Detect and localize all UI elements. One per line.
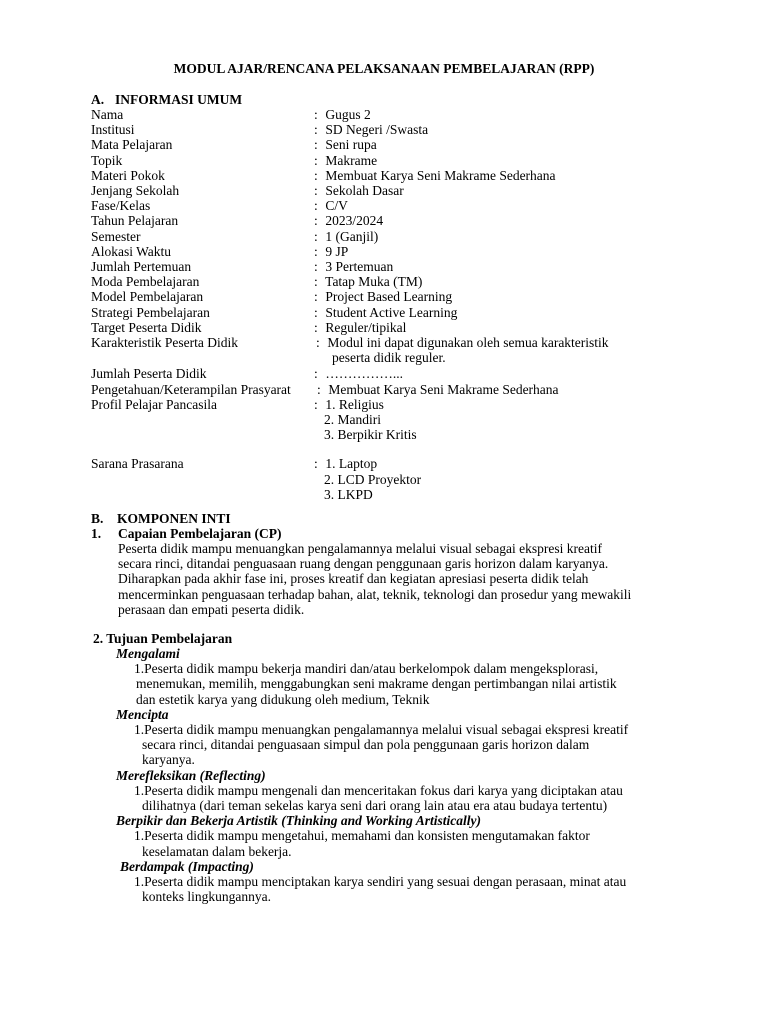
document-title: MODUL AJAR/RENCANA PELAKSANAAN PEMBELAJARAN (RPP) xyxy=(173,61,595,76)
info-value: Makrame xyxy=(325,152,378,168)
info-row: Strategi Pembelajaran : Student Active Learning xyxy=(91,304,458,320)
info-label: Tahun Pelajaran xyxy=(91,213,179,229)
info-row: Topik : Makrame xyxy=(91,152,378,168)
info-value-continued: peserta didik reguler. xyxy=(332,350,446,366)
info-label: Jenjang Sekolah xyxy=(91,183,180,199)
info-row: Semester : 1 (Ganjil) xyxy=(91,228,379,244)
tujuan-group xyxy=(116,813,716,859)
info-value: Student Active Learning xyxy=(325,304,458,320)
info-row: Tahun Pelajaran : 2023/2024 xyxy=(91,213,384,229)
info-label: Target Peserta Didik xyxy=(91,319,202,335)
paragraph-line: secara rinci, ditandai penguasaan ruang dengan penggunaan garis horizon dalam karyanya. xyxy=(118,556,609,572)
tujuan-group-title: Mengalami xyxy=(116,646,180,661)
info-row: Fase/Kelas : C/V xyxy=(91,198,348,214)
cp-number: 1. xyxy=(91,526,102,541)
info-value: 2023/2024 xyxy=(325,213,384,229)
info-row: Target Peserta Didik : Reguler/tipikal xyxy=(91,319,407,335)
info-row: Nama : Gugus 2 xyxy=(91,107,371,122)
info-row-profil: Profil Pelajar Pancasila : 1. Religius 2. Mandiri 3. Berpikir Kritis xyxy=(91,397,691,443)
paragraph-line: Peserta didik mampu menuangkan pengalamannya melalui visual sebagai ekspresi kreatif xyxy=(118,541,602,556)
info-row-sarana: Sarana Prasarana : 1. Laptop 2. LCD Proyektor 3. LKPD xyxy=(91,456,691,502)
info-value-item: 3. Berpikir Kritis xyxy=(324,427,417,443)
info-row: Model Pembelajaran : Project Based Learning xyxy=(91,289,453,305)
section-a-heading xyxy=(91,92,242,107)
info-label: Jumlah Peserta Didik xyxy=(91,366,207,382)
tujuan-heading: 2. Tujuan Pembelajaran xyxy=(93,631,233,646)
tujuan-item-continued: dilihatnya (dari teman sekelas karya seni dari orang lain atau era atau budaya tertentu) xyxy=(142,798,608,814)
tujuan-item-continued: secara rinci, ditandai penguasaan simpul dan pola penggunaan garis horizon dalam xyxy=(142,737,590,753)
info-row: Alokasi Waktu : 9 JP xyxy=(91,243,349,259)
tujuan-item: 1.Peserta didik mampu mengenali dan menceritakan fokus dari karya yang diciptakan atau xyxy=(134,782,623,798)
info-value: 9 JP xyxy=(325,243,349,259)
info-row: Jenjang Sekolah : Sekolah Dasar xyxy=(91,183,404,199)
info-row: Institusi : SD Negeri /Swasta xyxy=(91,122,429,138)
info-value: 3 Pertemuan xyxy=(325,259,394,275)
info-value: 1. Religius xyxy=(325,396,384,412)
info-value: ……………... xyxy=(325,366,403,382)
info-table xyxy=(91,107,691,502)
info-row: Moda Pembelajaran : Tatap Muka (TM) xyxy=(91,274,423,290)
info-value: Seni rupa xyxy=(325,137,377,153)
info-value: 1 (Ganjil) xyxy=(325,228,379,244)
info-label: Jumlah Pertemuan xyxy=(91,259,192,275)
tujuan-item: 1.Peserta didik mampu mengetahui, memahami dan konsisten mengutamakan faktor xyxy=(134,828,590,844)
tujuan-item-continued: konteks lingkungannya. xyxy=(142,889,271,905)
info-label: Topik xyxy=(91,152,123,168)
info-row: Materi Pokok : Membuat Karya Seni Makrame Sederhana xyxy=(91,167,556,183)
tujuan-item-continued: keselamatan dalam bekerja. xyxy=(142,843,292,859)
tujuan-item: 1.Peserta didik mampu menciptakan karya sendiri yang sesuai dengan perasaan, minat atau xyxy=(134,874,627,890)
info-row-prasyarat: Pengetahuan/Keterampilan Prasyarat : Membuat Karya Seni Makrame Sederhana xyxy=(91,381,559,397)
tujuan-group xyxy=(116,768,716,814)
cp-heading xyxy=(91,526,281,541)
tujuan-group-title: Mencipta xyxy=(116,706,169,722)
info-value-item: 3. LKPD xyxy=(324,486,373,502)
paragraph-line: Diharapkan pada akhir fase ini, proses kreatif dan kegiatan apresiasi peserta didik telah xyxy=(118,571,589,587)
info-label: Alokasi Waktu xyxy=(91,243,172,259)
info-value: Tatap Muka (TM) xyxy=(325,274,423,290)
info-label: Strategi Pembelajaran xyxy=(91,304,210,320)
info-label: Institusi xyxy=(91,122,135,138)
info-value: Membuat Karya Seni Makrame Sederhana xyxy=(325,167,556,183)
info-label: Model Pembelajaran xyxy=(91,289,204,305)
tujuan-group-title: Merefleksikan (Reflecting) xyxy=(116,767,266,783)
info-value: SD Negeri /Swasta xyxy=(325,122,429,138)
info-label: Nama xyxy=(91,107,124,122)
info-label: Mata Pelajaran xyxy=(91,137,173,153)
tujuan-item-continued: karyanya. xyxy=(142,752,195,768)
info-value: Modul ini dapat digunakan oleh semua karakteristik xyxy=(327,335,609,351)
section-b-number: B. xyxy=(91,511,104,526)
info-label: Moda Pembelajaran xyxy=(91,274,200,290)
tujuan-item-continued: dan estetik karya yang didukung oleh medium, Teknik xyxy=(136,691,430,707)
info-row-karakteristik: Karakteristik Peserta Didik : Modul ini dapat digunakan oleh semua karakteristik peserta didik reguler. xyxy=(91,335,691,365)
tujuan-group-title: Berpikir dan Bekerja Artistik (Thinking and Working Artistically) xyxy=(116,813,481,829)
section-b-title: KOMPONEN INTI xyxy=(117,511,231,526)
info-label: Karakteristik Peserta Didik xyxy=(91,335,238,351)
tujuan-item: 1.Peserta didik mampu menuangkan pengalamannya melalui visual sebagai ekspresi kreatif xyxy=(134,722,629,738)
paragraph-line: perasaan dan empati peserta didik. xyxy=(118,601,305,617)
info-value: Membuat Karya Seni Makrame Sederhana xyxy=(328,381,559,397)
info-value: 1. Laptop xyxy=(325,456,378,472)
cp-title: Capaian Pembelajaran (CP) xyxy=(118,526,282,541)
info-value-item: 2. LCD Proyektor xyxy=(324,471,422,487)
info-value: Sekolah Dasar xyxy=(325,183,404,199)
section-a-number: A. xyxy=(91,92,105,107)
info-label: Profil Pelajar Pancasila xyxy=(91,396,217,412)
tujuan-group xyxy=(116,859,716,905)
info-label: Semester xyxy=(91,228,141,244)
info-value: Project Based Learning xyxy=(325,289,453,305)
section-b-heading xyxy=(91,511,231,526)
cp-paragraph xyxy=(118,541,703,617)
info-value-item: 2. Mandiri xyxy=(324,412,381,428)
tujuan-group xyxy=(116,707,716,768)
tujuan-item-continued: menemukan, memilih, menggabungkan seni makrame dengan pertimbangan nilai artistik xyxy=(136,676,617,692)
info-value: Gugus 2 xyxy=(325,107,371,122)
section-a-title: INFORMASI UMUM xyxy=(115,92,243,107)
paragraph-line: mencerminkan penguasaan terhadap bahan, alat, teknik, teknologi dan prosedur yang mewakili xyxy=(118,586,632,602)
info-label: Fase/Kelas xyxy=(91,198,151,214)
info-label: Sarana Prasarana xyxy=(91,456,184,472)
info-value: Reguler/tipikal xyxy=(325,319,407,335)
tujuan-body xyxy=(116,646,716,904)
info-row: Jumlah Pertemuan : 3 Pertemuan xyxy=(91,259,394,275)
tujuan-item: 1.Peserta didik mampu bekerja mandiri dan/atau berkelompok dalam mengeksplorasi, xyxy=(134,661,599,677)
tujuan-group-title: Berdampak (Impacting) xyxy=(120,858,254,874)
info-value: C/V xyxy=(325,198,348,214)
info-row-jumlah-peserta: Jumlah Peserta Didik : ……………... xyxy=(91,366,403,382)
info-label: Pengetahuan/Keterampilan Prasyarat xyxy=(91,381,291,397)
info-row: Mata Pelajaran : Seni rupa xyxy=(91,137,377,153)
tujuan-group xyxy=(116,646,716,707)
info-label: Materi Pokok xyxy=(91,167,165,183)
